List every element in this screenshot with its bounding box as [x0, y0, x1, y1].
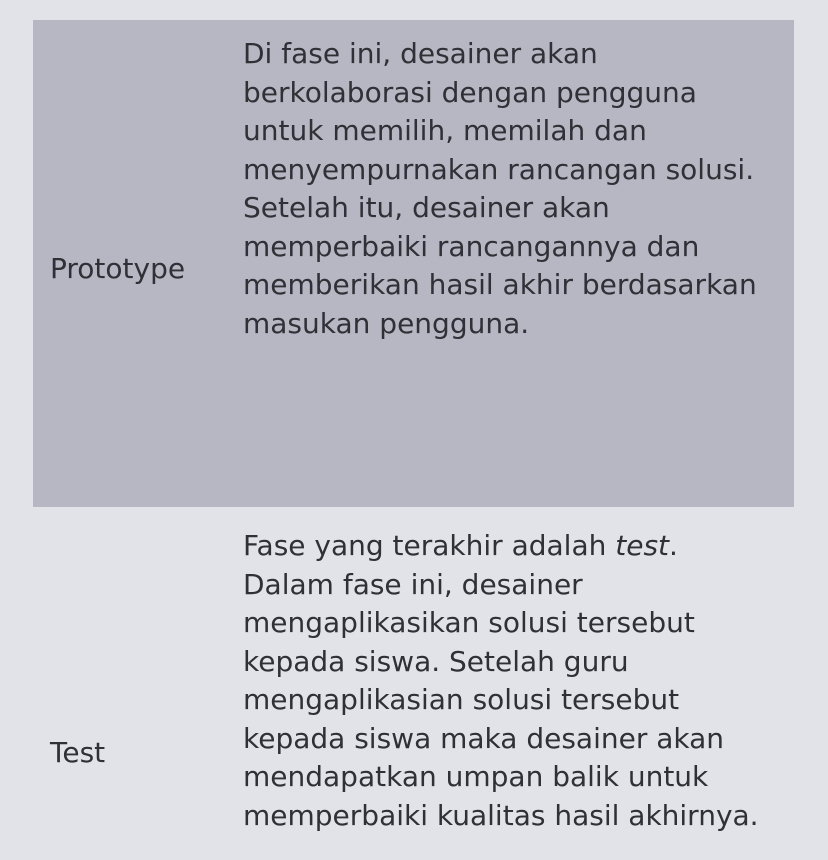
description-line: menyempurnakan rancangan solusi.	[243, 152, 755, 186]
phase-label-prototype: Prototype	[50, 252, 186, 285]
table-row-prototype	[33, 20, 794, 507]
description-line: Fase yang terakhir adalah test.	[243, 529, 678, 562]
phase-label-test: Test	[50, 736, 106, 769]
description-line: masukan pengguna.	[243, 306, 530, 340]
phase-description-prototype	[243, 35, 788, 343]
description-line: Setelah itu, desainer akan	[243, 191, 610, 224]
description-line: kepada siswa. Setelah guru	[243, 644, 629, 678]
description-line: berkolaborasi dengan pengguna	[243, 75, 697, 109]
phase-description-test	[243, 527, 788, 835]
description-line: memperbaiki rancangannya dan	[243, 229, 700, 263]
description-line: mengaplikasikan solusi tersebut	[243, 606, 695, 639]
description-line: kepada siswa maka desainer akan	[243, 721, 725, 755]
table-row-test	[33, 507, 794, 860]
description-line: memberikan hasil akhir berdasarkan	[243, 268, 757, 301]
description-line: memperbaiki kualitas hasil akhirnya.	[243, 798, 759, 832]
description-line: Dalam fase ini, desainer	[243, 567, 583, 601]
description-line: Di fase ini, desainer akan	[243, 37, 598, 70]
description-line: mendapatkan umpan balik untuk	[243, 760, 709, 793]
description-line: untuk memilih, memilah dan	[243, 114, 647, 147]
description-line: mengaplikasian solusi tersebut	[243, 683, 680, 716]
